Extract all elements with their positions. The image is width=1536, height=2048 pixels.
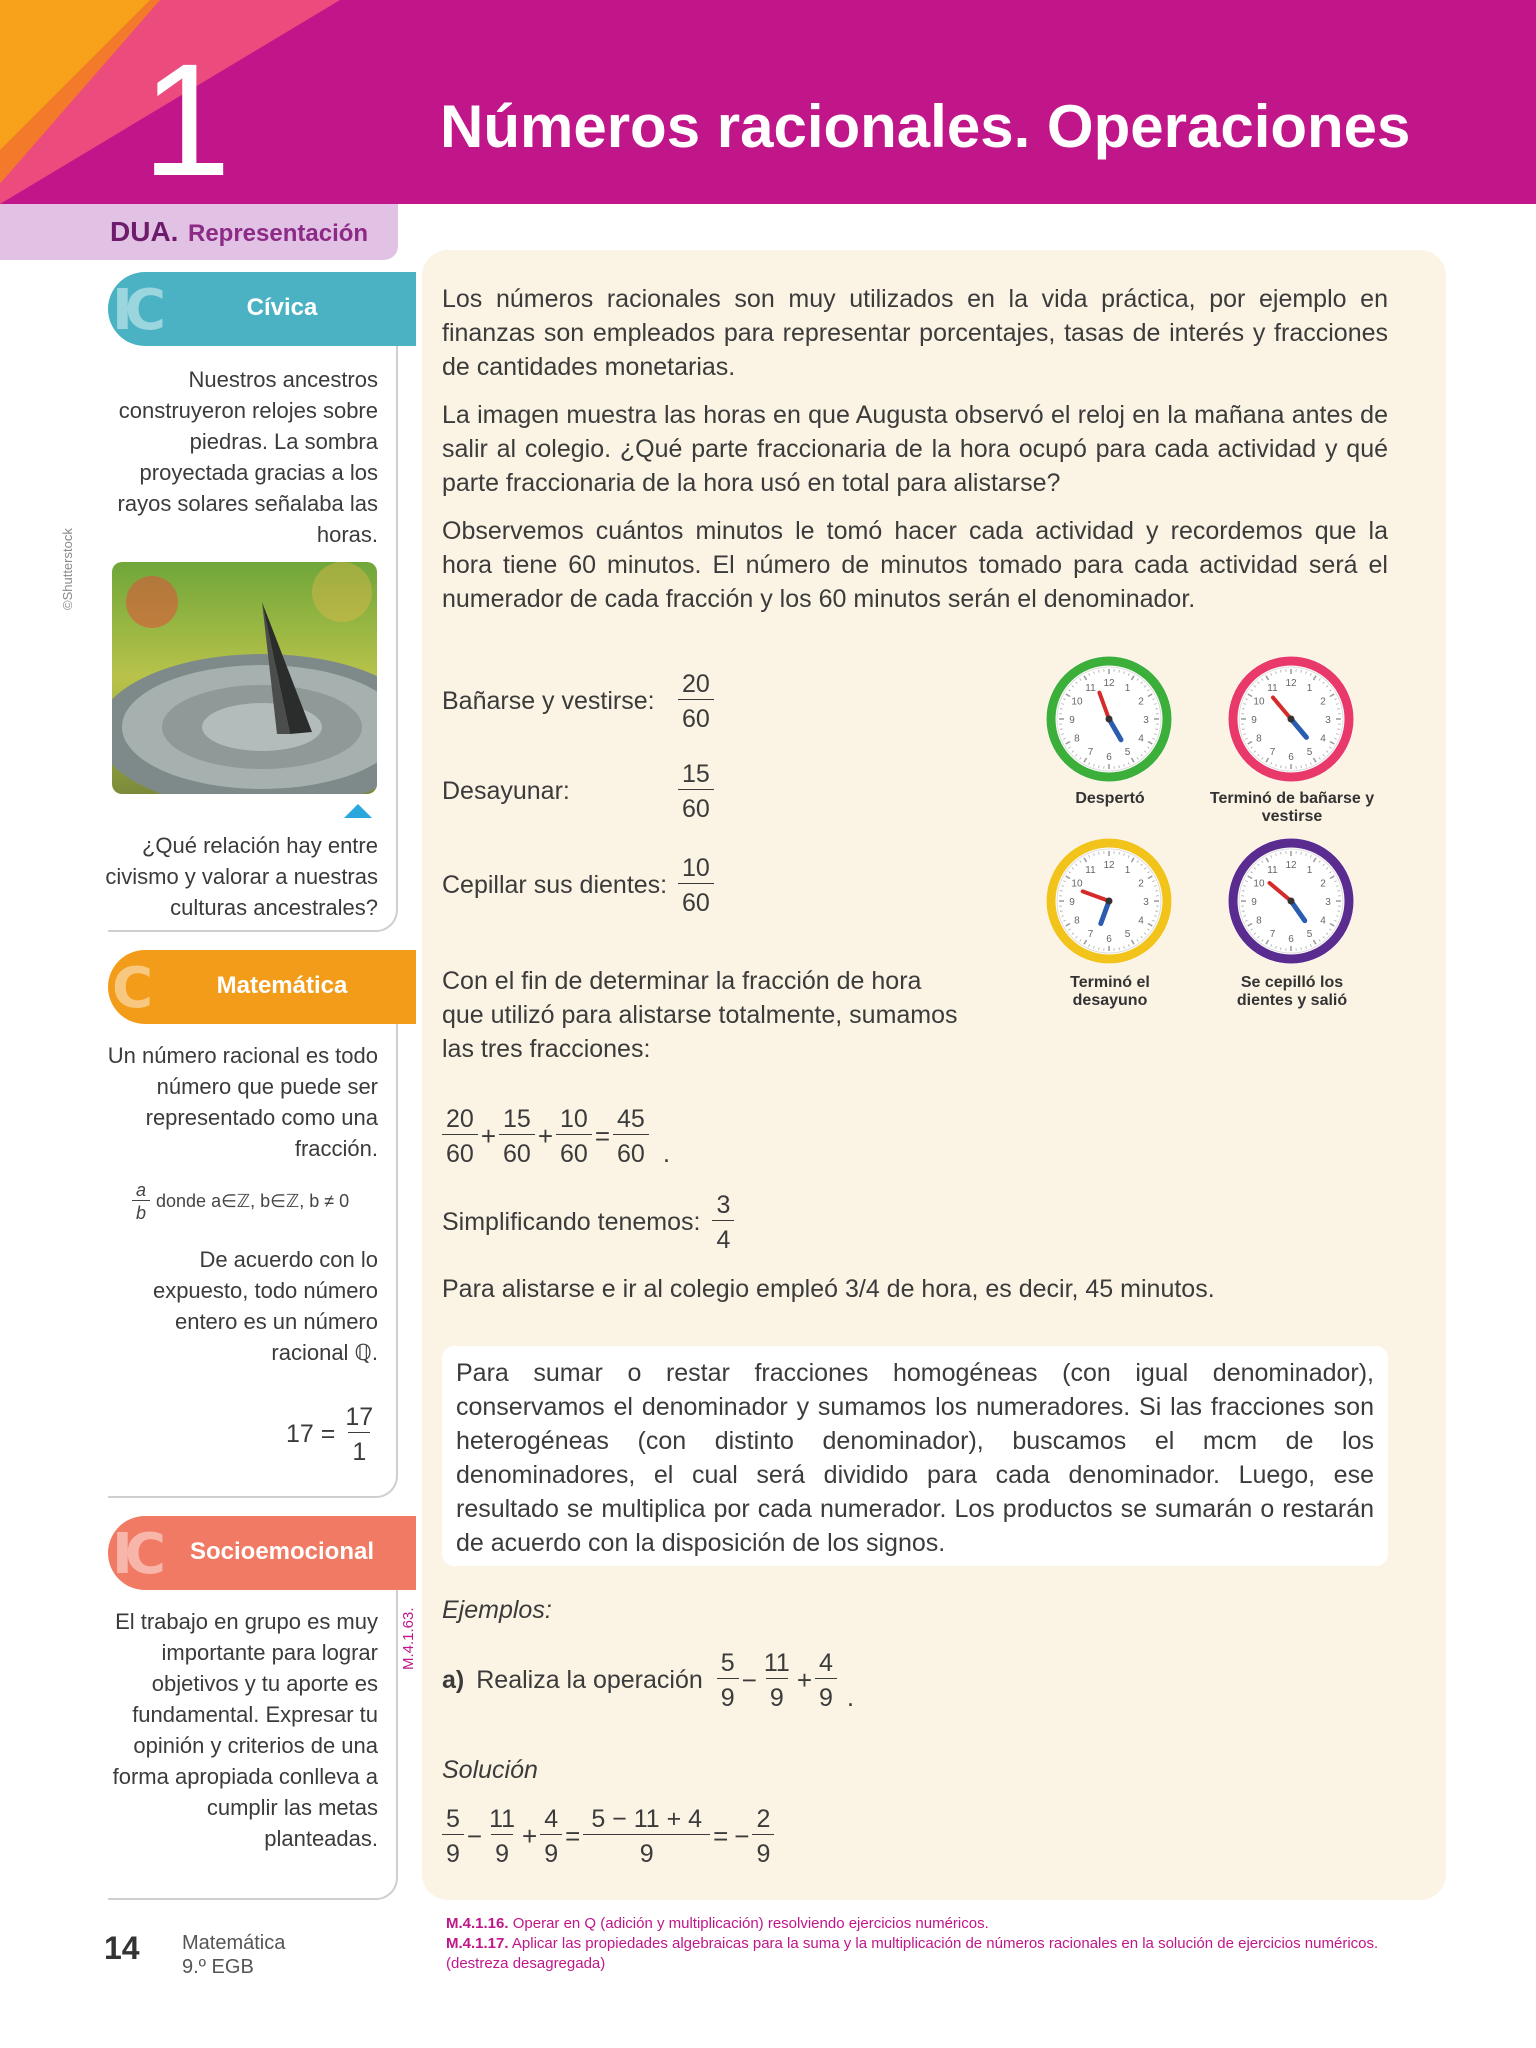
clock-number: 10 [1071,878,1083,890]
equals-sign: = [713,1821,729,1851]
solution-equation [442,1804,774,1869]
activity-breakfast [442,754,762,828]
clock-number: 6 [1106,934,1112,945]
fraction-numerator: 5 [720,1649,735,1677]
matematica-text2: De acuerdo con lo expuesto, todo número entero es un número racional ℚ. [152,1247,378,1365]
equals-sign: = [594,1121,610,1151]
clock-number: 6 [1106,752,1112,763]
clock-number: 2 [1320,696,1326,708]
fraction-denominator: 60 [499,1134,535,1169]
activity-num: 15 [682,759,710,788]
clock-number: 12 [1285,678,1297,689]
activity-num: 10 [682,853,710,882]
activity-brush [442,848,762,922]
civica-text: Nuestros ancestros construyeron relojes sobre piedras. La sombra proyectada gracias a los rayos solares señalaba las horas. [117,367,378,547]
fraction-numerator: 15 [503,1105,531,1133]
fraction-denominator: 9 [766,1678,788,1713]
clock-number: 1 [1306,864,1313,876]
civica-tab [108,272,416,346]
ic-icon: IC [112,1522,158,1587]
clock-number: 1 [1306,682,1313,694]
clock-center [1106,716,1113,723]
activity-den: 60 [678,699,714,734]
footer-subject: Matemática [182,1932,286,1954]
page-number: 14 [104,1930,140,1966]
def-numerator: a [136,1180,147,1200]
fraction-numerator: 2 [756,1805,771,1833]
clock-caption: Se cepilló los dientes y salió [1236,974,1348,1009]
fraction-denominator: 60 [613,1134,649,1169]
clock-number: 7 [1269,929,1276,941]
matematica-tab [108,950,416,1024]
clock-woke-up [1046,656,1172,782]
clock-center [1288,898,1295,905]
fraction-numerator: 11 [763,1649,790,1677]
clock-number: 9 [1069,715,1075,726]
fraction-denominator: 9 [752,1834,774,1869]
plus-sign: + [522,1821,538,1851]
clock-number: 4 [1138,733,1144,745]
chapter-header [0,0,1536,204]
intro-paragraph-2: La imagen muestra las horas en que Augusta observó el reloj en la mañana antes de salir al colegio. ¿Qué parte fraccionaria de la hora ocupó para cada actividad y qué parte fraccionaria de la hora usó en total para alistarse? [442,401,1388,497]
fraction-denominator: 60 [442,1134,478,1169]
integer-example [286,1402,377,1467]
dua-label: DUA. [110,216,179,247]
def-text: donde a∈ℤ, b∈ℤ, b ≠ 0 [156,1191,350,1211]
simplify-line [442,1190,734,1255]
clock-number: 11 [1267,682,1278,694]
fraction-numerator: 10 [560,1105,588,1133]
c-icon: C [112,956,146,1021]
plus-sign: + [537,1121,553,1151]
clock-caption: Terminó el desayuno [1070,974,1150,1009]
rule-text: Para sumar o restar fracciones homogéneas (con igual denominador), conservamos el denominador y sumamos los numeradores. Si las fracciones son heterogéneas (con distinto denominador), buscamos el mcm de los denominadores, el cual será dividido para cada denominador. Luego, ese resultado se multiplica por cada numerador. Los productos se sumarán o restarán de acuerdo con la disposición de los signos. [456,1359,1374,1557]
socioemocional-tab-label: Socioemocional [189,1538,375,1565]
clock-number: 12 [1285,860,1297,871]
clock-number: 3 [1325,715,1331,726]
clock-number: 5 [1124,747,1131,759]
clock-number: 3 [1143,897,1149,908]
clock-number: 2 [1138,696,1144,708]
clock-number: 12 [1103,860,1115,871]
clock-caption: Terminó de bañarse y vestirse [1209,790,1375,825]
clock-number: 9 [1251,715,1257,726]
clock-number: 7 [1269,747,1276,759]
skill-code: M.4.1.16. [446,1915,509,1932]
clock-number: 1 [1124,864,1131,876]
fraction-numerator: 11 [489,1805,516,1833]
clock-center [1106,898,1113,905]
fraction-denominator: 9 [717,1678,739,1713]
fraction-denominator: 9 [815,1678,837,1713]
clock-number: 4 [1320,915,1326,927]
fraction-numerator: 4 [544,1805,559,1833]
sum-equation [442,1104,670,1169]
clock-number: 9 [1069,897,1075,908]
skill-1 [446,1914,1396,1934]
clock-caption: Despertó [1075,790,1145,807]
fraction-numerator: 5 − 11 + 4 [591,1805,703,1833]
clock-number: 8 [1074,733,1080,745]
clock-number: 10 [1253,878,1265,890]
fraction-numerator: 3 [716,1191,731,1219]
skill-desc: Aplicar las propiedades algebraicas para la suma y la multiplicación de números racionales en la solución de ejercicios numéricos. (destreza desagregada) [446,1935,1379,1972]
socioemocional-tab [108,1516,416,1590]
conclusion: Para alistarse e ir al colegio empleó 3/4 de hora, es decir, 45 minutos. [442,1275,1215,1303]
clock-number: 5 [1306,747,1313,759]
plus-sign: + [796,1665,812,1695]
activity-num: 20 [682,669,710,698]
footer-skill-codes [446,1914,1396,1974]
clock-number: 11 [1085,864,1096,876]
equals-sign: = [565,1821,581,1851]
minus-sign: − [466,1821,483,1851]
solution-title: Solución [442,1756,538,1784]
clock-number: 11 [1267,864,1278,876]
skill-2 [446,1934,1396,1974]
header-decor-yellow [0,0,150,150]
clock-number: 3 [1325,897,1331,908]
fraction-denominator: 9 [442,1834,464,1869]
civica-question: ¿Qué relación hay entre civismo y valorar a nuestras culturas ancestrales? [105,833,378,920]
integer-example-den: 1 [348,1432,370,1467]
sundial-image [112,562,377,794]
clock-number: 3 [1143,715,1149,726]
clock-number: 1 [1124,682,1131,694]
civica-tab-label: Cívica [246,294,318,321]
rule-box [442,1346,1388,1566]
clock-number: 5 [1306,929,1313,941]
minus-sign: − [734,1821,750,1851]
fraction-denominator: 60 [556,1134,592,1169]
matematica-text1: Un número racional es todo número que puede ser representado como una fracción. [107,1043,378,1161]
footer-grade: 9.º EGB [182,1956,254,1978]
triangle-marker-icon [344,804,372,818]
period: . [846,1682,855,1712]
chapter-number: 1 [142,30,231,204]
activity-label: Bañarse y vestirse: [442,686,655,715]
simplify-label: Simplificando tenemos: [442,1208,701,1236]
minus-sign: − [741,1665,757,1695]
plus-sign: + [480,1121,496,1151]
fraction-denominator: 9 [540,1834,562,1869]
fraction-numerator: 45 [617,1105,645,1133]
chapter-title: Números racionales. Operaciones [440,93,1411,160]
rational-definition [132,1180,349,1223]
clock-breakfast [1046,838,1172,964]
integer-example-num: 17 [345,1403,374,1431]
dua-representation-label: Representación [188,220,369,247]
example-a [442,1648,854,1713]
period: . [662,1138,671,1168]
clock-number: 11 [1085,682,1096,694]
clock-number: 4 [1320,733,1326,745]
intro-paragraph-1: Los números racionales son muy utilizados en la vida práctica, por ejemplo en finanzas son empleados para representar porcentajes, tasas de interés y fracciones de cantidades monetarias. [442,285,1388,381]
fraction-numerator: 4 [819,1649,833,1677]
fraction-denominator: 9 [491,1834,513,1869]
side-skill-code: M.4.1.63. [400,1607,417,1670]
clock-brushed [1228,838,1354,964]
example-letter: a) [442,1666,465,1694]
activity-label: Desayunar: [442,776,570,805]
socioemocional-text: El trabajo en grupo es muy importante para lograr objetivos y tu aporte es fundamental. Expresar tu opinión y criterios de una forma apropiada conlleva a cumplir las metas planteadas. [112,1609,378,1851]
skill-desc: Operar en Q (adición y multiplicación) resolviendo ejercicios numéricos. [512,1915,989,1932]
clock-number: 2 [1138,878,1144,890]
def-denominator: b [132,1200,150,1223]
activity-bathe [442,664,762,738]
activity-den: 60 [678,789,714,824]
clock-number: 6 [1288,934,1294,945]
clock-number: 5 [1124,929,1131,941]
clock-number: 7 [1087,747,1094,759]
clock-number: 4 [1138,915,1144,927]
clock-number: 6 [1288,752,1294,763]
activity-label: Cepillar sus dientes: [442,870,668,899]
clock-number: 7 [1087,929,1094,941]
intro-paragraph-3: Observemos cuántos minutos le tomó hacer cada actividad y recordemos que la hora tiene 60 minutos. El número de minutos tomado para cada actividad será el numerador de cada fracción y los 60 minutos serán el denominador. [442,517,1388,613]
example-text: Realiza la operación [476,1666,703,1694]
fraction-numerator: 5 [446,1805,460,1833]
clock-bathed [1228,656,1354,782]
clock-number: 10 [1071,696,1083,708]
clock-number: 8 [1256,733,1262,745]
matematica-tab-label: Matemática [216,972,348,999]
fraction-denominator: 4 [712,1220,734,1255]
ic-icon: IC [112,278,158,343]
clock-number: 2 [1320,878,1326,890]
photo-credit: ©Shutterstock [60,528,75,610]
clock-number: 12 [1103,678,1115,689]
integer-example-lhs: 17 = [286,1420,336,1448]
skill-code: M.4.1.17. [446,1935,509,1952]
fraction-denominator: 9 [583,1834,710,1869]
sum-explanation: Con el fin de determinar la fracción de hora que utilizó para alistarse totalmente, sumamos las tres fracciones: [442,967,958,1063]
clock-number: 8 [1256,915,1262,927]
clock-center [1288,716,1295,723]
clock-number: 10 [1253,696,1265,708]
examples-title: Ejemplos: [442,1596,552,1624]
activity-den: 60 [678,883,714,918]
clock-number: 9 [1251,897,1257,908]
dua-banner [0,204,398,260]
fraction-numerator: 20 [446,1105,474,1133]
clock-number: 8 [1074,915,1080,927]
